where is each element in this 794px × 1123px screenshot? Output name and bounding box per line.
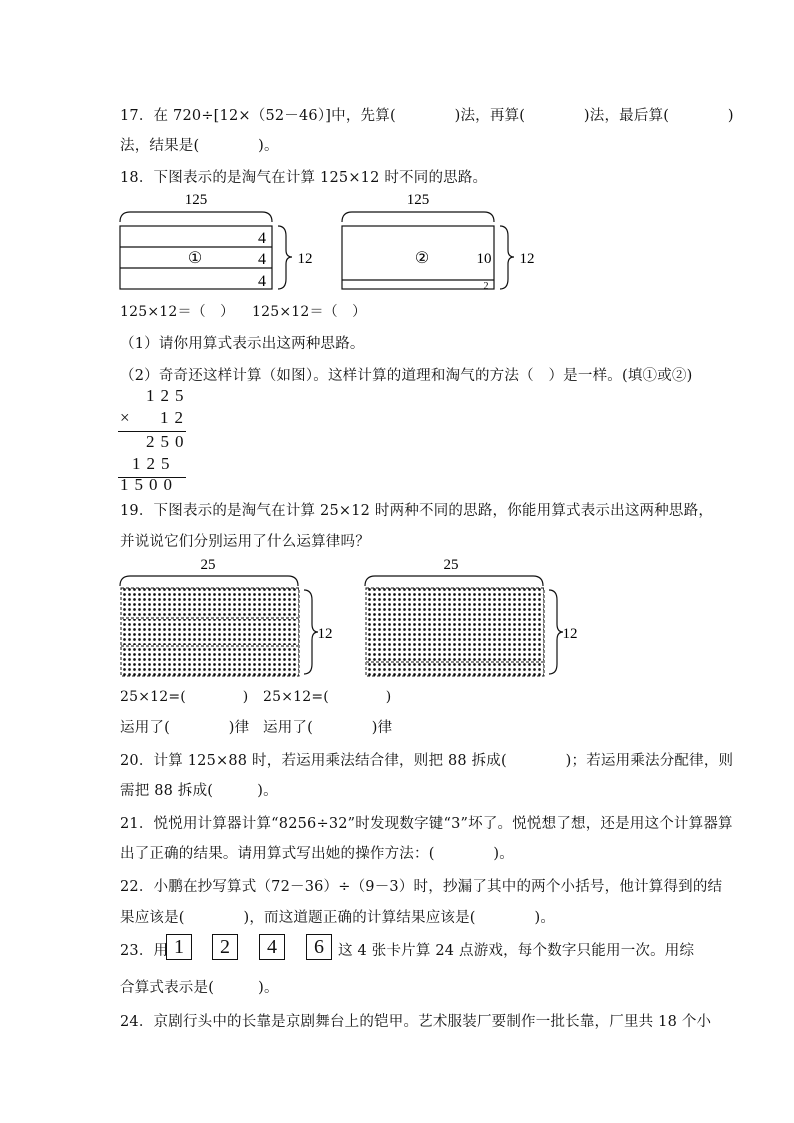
q19-law2: 运用了( )律 [263, 720, 393, 736]
q18-figure-2 [334, 186, 544, 296]
q17-line2: 法，结果是( )。 [120, 138, 279, 154]
q19-law1: 运用了( )律 [120, 720, 250, 736]
q19-figure-1 [112, 552, 342, 682]
q20-line2: 需把 88 拆成( )。 [120, 783, 278, 799]
vm-times-sign: × [120, 408, 136, 427]
q19-line2: 并说说它们分别运用了什么运算律吗？ [120, 534, 370, 550]
q18-fig2-top-label: 125 [406, 192, 430, 208]
q19-expr1: 25×12=( ) [120, 689, 249, 705]
q18-fig2-marker: ② [414, 250, 430, 267]
q18-fig1-marker: ① [187, 250, 203, 267]
q23-card-1: 1 [166, 934, 192, 960]
q18-fig1-side-label: 12 [297, 251, 313, 267]
q18-sub2: （2）奇奇还这样计算（如图）。这样计算的道理和淘气的方法（ ）是一样。(填①或②) [120, 368, 693, 384]
q18-sub1: （1）请你用算式表示出这两种思路。 [120, 336, 365, 352]
q19-expr2: 25×12=( ) [263, 689, 392, 705]
q23-card-3: 4 [259, 934, 285, 960]
vm-row4: 125 [132, 454, 176, 473]
vm-row2: 12 [160, 408, 189, 427]
q18-vertical-multiplication [118, 386, 198, 492]
q19-figure-2 [357, 552, 587, 682]
q18-fig2-part-small: 2 [483, 281, 489, 292]
q18-expr2: 125×12＝（ ） [252, 304, 367, 320]
vm-row1: 125 [146, 386, 190, 405]
q19-fig2-side-label: 12 [562, 626, 578, 642]
q17-line1: 17．在 720÷[12×（52－46）]中，先算( )法，再算( )法，最后算( ) [120, 108, 734, 124]
q23-prefix: 23．用 [120, 943, 169, 959]
q18-intro: 18．下图表示的是淘气在计算 125×12 时不同的思路。 [120, 170, 488, 186]
q19-fig1-side-label: 12 [317, 626, 333, 642]
q18-fig1-top-label: 125 [184, 192, 208, 208]
q18-fig1-row2: 4 [258, 251, 266, 268]
q18-fig2-part-big: 10 [476, 251, 492, 267]
q21-line2: 出了正确的结果。请用算式写出她的操作方法：( )。 [120, 846, 514, 862]
q23-card-2: 2 [212, 934, 238, 960]
q18-fig2-side-label: 12 [519, 251, 535, 267]
q18-figure-1 [112, 186, 322, 296]
q19-fig2-top-label: 25 [443, 557, 459, 573]
q22-line2: 果应该是( )，而这道题正确的计算结果应该是( )。 [120, 910, 556, 926]
q24-line1: 24．京剧行头中的长靠是京剧舞台上的铠甲。艺术服装厂要制作一批长靠，厂里共 18 个小 [120, 1014, 712, 1030]
q21-line1: 21．悦悦用计算器计算“8256÷32”时发现数字键“3”坏了。悦悦想了想，还是用这个计算器算 [120, 816, 733, 832]
vm-row3: 250 [146, 432, 190, 451]
q23-line2: 合算式表示是( )。 [120, 980, 279, 996]
vm-row5: 1500 [120, 475, 178, 494]
q23-suffix: 这 4 张卡片算 24 点游戏，每个数字只能用一次。用综 [338, 943, 695, 959]
q23-card-4: 6 [306, 934, 332, 960]
q19-line1: 19．下图表示的是淘气在计算 25×12 时两种不同的思路，你能用算式表示出这两种思路， [120, 503, 714, 519]
q22-line1: 22．小鹏在抄写算式（72－36）÷（9－3）时，抄漏了其中的两个小括号，他计算得到的结 [120, 879, 723, 895]
q20-line1: 20．计算 125×88 时，若运用乘法结合律，则把 88 拆成( )；若运用乘法分配律，则 [120, 753, 734, 769]
q18-fig1-row1: 4 [258, 230, 266, 247]
q19-fig1-top-label: 25 [200, 557, 216, 573]
q18-expr1: 125×12＝（ ） [120, 304, 235, 320]
q18-fig1-row3: 4 [258, 273, 266, 290]
